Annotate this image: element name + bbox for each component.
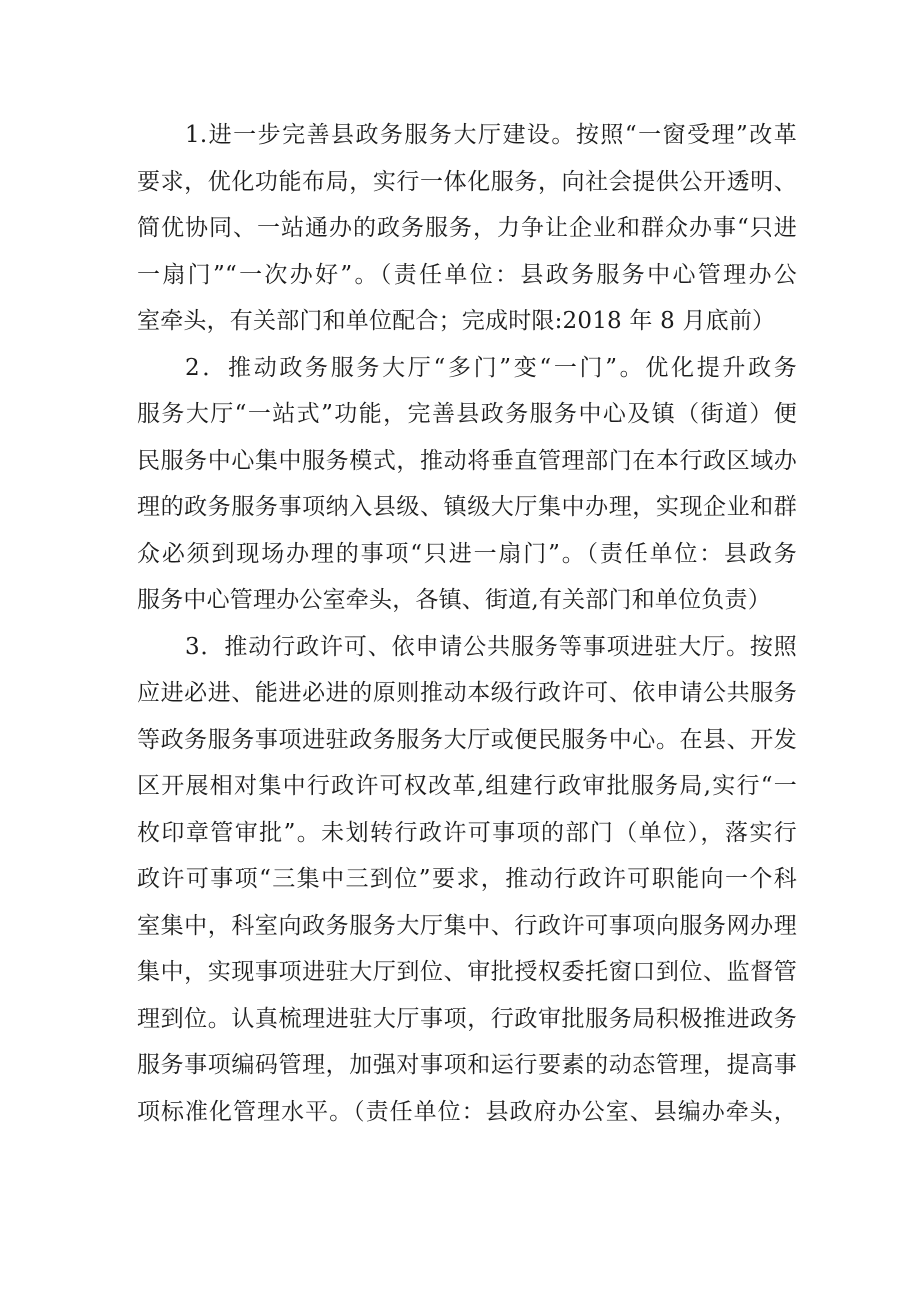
- paragraph-line: 室集中，科室向政务服务大厅集中、行政许可事项向服务网办理: [137, 912, 797, 939]
- paragraph-2: [137, 345, 797, 624]
- paragraph-line: 简优协同、一站通办的政务服务，力争让企业和群众办事“只进: [137, 215, 797, 241]
- paragraph-line: 3．推动行政许可、依申请公共服务等事项进驻大厅。按照: [185, 633, 797, 660]
- paragraph-line: 服务事项编码管理，加强对事项和运行要素的动态管理，提高事: [137, 1052, 797, 1078]
- paragraph-3: [137, 624, 797, 1136]
- paragraph-line: 理的政务服务事项纳入县级、镇级大厅集中办理，实现企业和群: [137, 494, 797, 520]
- paragraph-line: 众必须到现场办理的事项“只进一扇门”。（责任单位：县政务: [137, 540, 797, 567]
- paragraph-line: 服务大厅“一站式”功能，完善县政务服务中心及镇（街道）便: [137, 401, 797, 427]
- paragraph-line: 政许可事项“三集中三到位”要求，推动行政许可职能向一个科: [137, 866, 797, 892]
- paragraph-line: 枚印章管审批”。未划转行政许可事项的部门（单位），落实行: [137, 819, 797, 846]
- paragraph-line: 集中，实现事项进驻大厅到位、审批授权委托窗口到位、监督管: [137, 959, 797, 985]
- paragraph-line: 室牵头，有关部门和单位配合；完成时限:2018 年 8 月底前）: [137, 308, 776, 334]
- paragraph-1: [137, 112, 797, 345]
- paragraph-line: 2．推动政务服务大厅“多门”变“一门”。优化提升政务: [185, 354, 797, 381]
- paragraph-line: 一扇门”“一次办好”。（责任单位：县政务服务中心管理办公: [137, 261, 797, 288]
- paragraph-line: 区开展相对集中行政许可权改革,组建行政审批服务局,实行“一: [137, 773, 797, 799]
- document-body: [137, 112, 797, 1135]
- paragraph-line: 应进必进、能进必进的原则推动本级行政许可、依申请公共服务: [137, 680, 797, 706]
- paragraph-line: 理到位。认真梳理进驻大厅事项，行政审批服务局积极推进政务: [137, 1005, 797, 1032]
- paragraph-line: 等政务服务事项进驻政务服务大厅或便民服务中心。在县、开发: [137, 726, 797, 753]
- paragraph-line: 项标准化管理水平。（责任单位：县政府办公室、县编办牵头，: [137, 1098, 797, 1125]
- paragraph-line: 1.进一步完善县政务服务大厅建设。按照“一窗受理”改革: [185, 122, 797, 148]
- paragraph-line: 民服务中心集中服务模式，推动将垂直管理部门在本行政区域办: [137, 447, 797, 474]
- paragraph-line: 要求，优化功能布局，实行一体化服务，向社会提供公开透明、: [137, 168, 797, 195]
- paragraph-line: 服务中心管理办公室牵头，各镇、街道,有关部门和单位负责）: [137, 587, 771, 613]
